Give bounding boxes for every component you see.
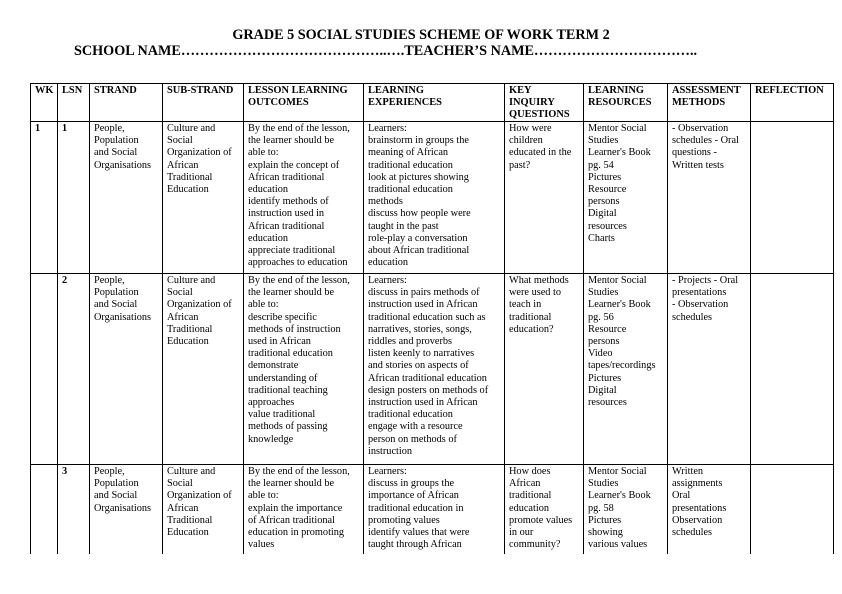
header-learning-resources [584, 84, 668, 122]
cell-text-line: Pictures [588, 171, 622, 183]
cell-text-line: education [368, 257, 409, 269]
header-reflection [751, 84, 834, 122]
cell-text-line: African traditional education [368, 372, 487, 384]
cell-text-line: Population [94, 287, 139, 299]
cell-text-line: design posters on methods of [368, 384, 489, 396]
cell-text-line: showing [588, 527, 623, 539]
cell-text-line: African traditional [248, 220, 325, 232]
cell-text-line: instruction used in African [368, 299, 478, 311]
cell-text-line: Charts [588, 232, 615, 244]
cell-text-line: person on methods of [368, 433, 457, 445]
outcomes-cell [244, 274, 364, 465]
cell-text-line: discuss in pairs methods of [368, 287, 480, 299]
cell-text-line: taught through African [368, 539, 462, 551]
cell-text-line: Written tests [672, 159, 724, 171]
cell-text-line: children [509, 135, 543, 147]
cell-text-line: Oral [672, 490, 691, 502]
cell-text-line: People, [94, 466, 125, 477]
cell-text-line: promote values [509, 514, 573, 526]
header-lesson-learning-outcomes [244, 84, 364, 122]
header-text: ASSESSMENT [672, 85, 741, 96]
cell-text-line: used in African [248, 336, 311, 348]
cell-text-line: the learner should be [248, 135, 335, 147]
week-cell [31, 274, 58, 465]
page-bottom-margin [30, 554, 834, 594]
cell-text-line: Education [167, 184, 209, 196]
cell-text-line: able to: [248, 147, 279, 159]
table-body [31, 122, 834, 575]
header-text: RESOURCES [588, 97, 652, 108]
table-row [31, 122, 834, 274]
cell-text-line: Digital [588, 384, 617, 396]
scheme-of-work-table [30, 83, 834, 575]
cell-text-line: tapes/recordings [588, 360, 656, 372]
cell-text-line: instruction used in African [368, 397, 478, 409]
cell-text-line: Studies [588, 478, 619, 490]
cell-text-line: How does [509, 466, 551, 477]
cell-text-line: By the end of the lesson, [248, 466, 350, 477]
cell-text-line: brainstorm in groups the [368, 135, 469, 147]
cell-text-line: - Observation [672, 123, 729, 134]
cell-text-line: methods [368, 196, 403, 208]
cell-text-line: Learner's Book [588, 147, 651, 159]
cell-text-line: Mentor Social [588, 275, 647, 286]
cell-text-line: about African traditional [368, 245, 470, 257]
cell-text-line: - Projects - Oral [672, 275, 739, 286]
cell-text-line: Traditional [167, 514, 213, 526]
school-teacher-line: SCHOOL NAME……………………………………..….TEACHER’S NAME…………………………….. [74, 43, 698, 59]
cell-text-line: Social [167, 135, 193, 147]
cell-text-line: By the end of the lesson, [248, 275, 350, 286]
reflection-cell [751, 122, 834, 274]
strand-cell [90, 122, 163, 274]
header-learning-experiences [364, 84, 505, 122]
cell-text-line: Education [167, 527, 209, 539]
sub-strand-cell [163, 122, 244, 274]
header-sub-strand [163, 84, 244, 122]
cell-text-line: pg. 56 [588, 311, 614, 323]
cell-text-line: People, [94, 123, 125, 134]
cell-text-line: Observation [672, 514, 723, 526]
header-text: REFLECTION [755, 85, 824, 96]
cell-text-line: Studies [588, 287, 619, 299]
cell-text-line: Organization of [167, 147, 232, 159]
cell-text-line: education [509, 502, 550, 514]
cell-text-line: People, [94, 275, 125, 286]
cell-text-line: community? [509, 539, 561, 551]
header-text: LEARNING [588, 85, 645, 96]
questions-cell [505, 122, 584, 274]
cell-text-line: narratives, stories, songs, [368, 323, 472, 335]
cell-text-line: knowledge [248, 433, 294, 445]
cell-text-line: Resource [588, 184, 627, 196]
cell-text-line: meaning of African [368, 147, 449, 159]
cell-text-line: able to: [248, 299, 279, 311]
cell-text-line: pg. 58 [588, 502, 614, 514]
cell-text-line: schedules [672, 311, 713, 323]
cell-text-line: By the end of the lesson, [248, 123, 350, 134]
cell-text-line: Traditional [167, 323, 213, 335]
cell-text-line: past? [509, 159, 531, 171]
cell-text-line: assignments [672, 478, 723, 490]
cell-text-line: approaches [248, 397, 295, 409]
cell-text-line: Organisations [94, 311, 152, 323]
header-text: SUB-STRAND [167, 85, 234, 96]
cell-text-line: the learner should be [248, 478, 335, 490]
cell-text-line: resources [588, 220, 627, 232]
cell-text-line: Traditional [167, 171, 213, 183]
sub-strand-cell [163, 274, 244, 465]
cell-text-line: African [509, 478, 541, 490]
cell-text-line: traditional teaching [248, 384, 328, 396]
cell-text-line: Video [588, 348, 613, 360]
header-strand [90, 84, 163, 122]
cell-text-line: methods of instruction [248, 323, 341, 335]
cell-text-line: taught in the past [368, 220, 439, 232]
cell-text: 2 [62, 275, 68, 286]
resources-cell [584, 122, 668, 274]
cell-text-line: traditional education [248, 348, 333, 360]
header-text: INQUIRY [509, 97, 555, 108]
outcomes-cell [244, 122, 364, 274]
cell-text-line: and Social [94, 490, 138, 502]
cell-text-line: education? [509, 323, 554, 335]
cell-text-line: traditional [509, 490, 552, 502]
cell-text-line: riddles and proverbs [368, 336, 453, 348]
cell-text-line: traditional education [368, 409, 453, 421]
cell-text-line: engage with a resource [368, 421, 463, 433]
cell-text-line: value traditional [248, 409, 316, 421]
cell-text-line: education [248, 184, 289, 196]
cell-text-line: various values [588, 539, 648, 551]
cell-text-line: able to: [248, 490, 279, 502]
cell-text-line: persons [588, 196, 620, 208]
cell-text-line: Organisations [94, 502, 152, 514]
header-text: KEY [509, 85, 532, 96]
cell-text-line: identify values that were [368, 527, 470, 539]
cell-text-line: Organization of [167, 490, 232, 502]
cell-text-line: describe specific [248, 311, 317, 323]
strand-cell [90, 274, 163, 465]
lesson-number-cell [58, 274, 90, 465]
cell-text-line: and Social [94, 147, 138, 159]
cell-text-line: Learner's Book [588, 490, 651, 502]
header-wk [31, 84, 58, 122]
resources-cell [584, 274, 668, 465]
cell-text-line: Population [94, 135, 139, 147]
cell-text-line: Digital [588, 208, 617, 220]
cell-text-line: Learners: [368, 466, 407, 477]
cell-text-line: explain the concept of [248, 159, 340, 171]
cell-text-line: presentations [672, 287, 727, 299]
cell-text-line: role-play a conversation [368, 232, 468, 244]
cell-text-line: education [248, 232, 289, 244]
cell-text-line: demonstrate [248, 360, 299, 372]
cell-text-line: importance of African [368, 490, 459, 502]
cell-text-line: Pictures [588, 372, 622, 384]
cell-text-line: Organization of [167, 299, 232, 311]
cell-text-line: listen keenly to narratives [368, 348, 475, 360]
document-title: GRADE 5 SOCIAL STUDIES SCHEME OF WORK TERM 2 [232, 27, 610, 43]
cell-text-line: appreciate traditional [248, 245, 336, 257]
cell-text-line: persons [588, 336, 620, 348]
header-text: METHODS [672, 97, 726, 108]
cell-text-line: - Observation [672, 299, 729, 311]
cell-text-line: Education [167, 336, 209, 348]
cell-text-line: traditional education [368, 159, 453, 171]
cell-text-line: Resource [588, 323, 627, 335]
header-text: QUESTIONS [509, 109, 570, 120]
cell-text-line: schedules [672, 527, 713, 539]
cell-text-line: education in promoting [248, 527, 345, 539]
header-text: STRAND [94, 85, 137, 96]
header-text: LSN [62, 85, 83, 96]
cell-text-line: What methods [509, 275, 569, 286]
cell-text: 1 [62, 123, 68, 134]
cell-text-line: How were [509, 123, 552, 134]
cell-text-line: resources [588, 397, 627, 409]
cell-text-line: and stories on aspects of [368, 360, 469, 372]
cell-text-line: Mentor Social [588, 123, 647, 134]
cell-text-line: Pictures [588, 514, 622, 526]
cell-text-line: Learners: [368, 123, 407, 134]
cell-text-line: methods of passing [248, 421, 328, 433]
cell-text-line: traditional education [368, 184, 453, 196]
reflection-cell [751, 274, 834, 465]
cell-text-line: educated in the [509, 147, 572, 159]
cell-text: 3 [62, 466, 68, 477]
cell-text-line: discuss in groups the [368, 478, 455, 490]
assessment-cell [668, 122, 751, 274]
cell-text-line: the learner should be [248, 287, 335, 299]
header-text: LESSON LEARNING [248, 85, 348, 96]
cell-text-line: Organisations [94, 159, 152, 171]
cell-text-line: traditional [509, 311, 552, 323]
cell-text-line: Population [94, 478, 139, 490]
cell-text-line: values [248, 539, 275, 551]
cell-text-line: look at pictures showing [368, 171, 469, 183]
cell-text-line: Studies [588, 135, 619, 147]
cell-text: 1 [35, 123, 41, 134]
cell-text-line: and Social [94, 299, 138, 311]
cell-text-line: Culture and [167, 466, 216, 477]
cell-text-line: of African traditional [248, 514, 335, 526]
cell-text-line: teach in [509, 299, 542, 311]
week-cell [31, 122, 58, 274]
cell-text-line: African traditional [248, 171, 325, 183]
table-row [31, 274, 834, 465]
cell-text-line: discuss how people were [368, 208, 471, 220]
cell-text-line: in our [509, 527, 534, 539]
header-assessment-methods [668, 84, 751, 122]
lesson-number-cell [58, 122, 90, 274]
cell-text-line: traditional education such as [368, 311, 486, 323]
header-lsn [58, 84, 90, 122]
cell-text-line: promoting values [368, 514, 440, 526]
cell-text-line: African [167, 311, 199, 323]
experiences-cell [364, 274, 505, 465]
cell-text-line: questions - [672, 147, 717, 159]
cell-text-line: understanding of [248, 372, 318, 384]
cell-text-line: Social [167, 478, 193, 490]
cell-text-line: schedules - Oral [672, 135, 739, 147]
header-text: OUTCOMES [248, 97, 309, 108]
cell-text-line: approaches to education [248, 257, 348, 269]
cell-text-line: African [167, 159, 199, 171]
cell-text-line: Culture and [167, 123, 216, 134]
assessment-cell [668, 274, 751, 465]
header-key-inquiry-questions [505, 84, 584, 122]
cell-text-line: were used to [509, 287, 562, 299]
cell-text-line: Culture and [167, 275, 216, 286]
cell-text-line: Social [167, 287, 193, 299]
questions-cell [505, 274, 584, 465]
experiences-cell [364, 122, 505, 274]
header-text: LEARNING [368, 85, 425, 96]
cell-text-line: explain the importance [248, 502, 343, 514]
cell-text-line: Written [672, 466, 704, 477]
cell-text-line: instruction used in [248, 208, 325, 220]
cell-text-line: pg. 54 [588, 159, 614, 171]
header-text: WK [35, 85, 54, 96]
cell-text-line: traditional education in [368, 502, 464, 514]
cell-text-line: identify methods of [248, 196, 329, 208]
cell-text-line: Learner's Book [588, 299, 651, 311]
cell-text-line: presentations [672, 502, 727, 514]
cell-text-line: instruction [368, 445, 413, 457]
cell-text-line: Mentor Social [588, 466, 647, 477]
header-row [31, 84, 834, 122]
cell-text-line: African [167, 502, 199, 514]
cell-text-line: Learners: [368, 275, 407, 286]
header-text: EXPERIENCES [368, 97, 442, 108]
